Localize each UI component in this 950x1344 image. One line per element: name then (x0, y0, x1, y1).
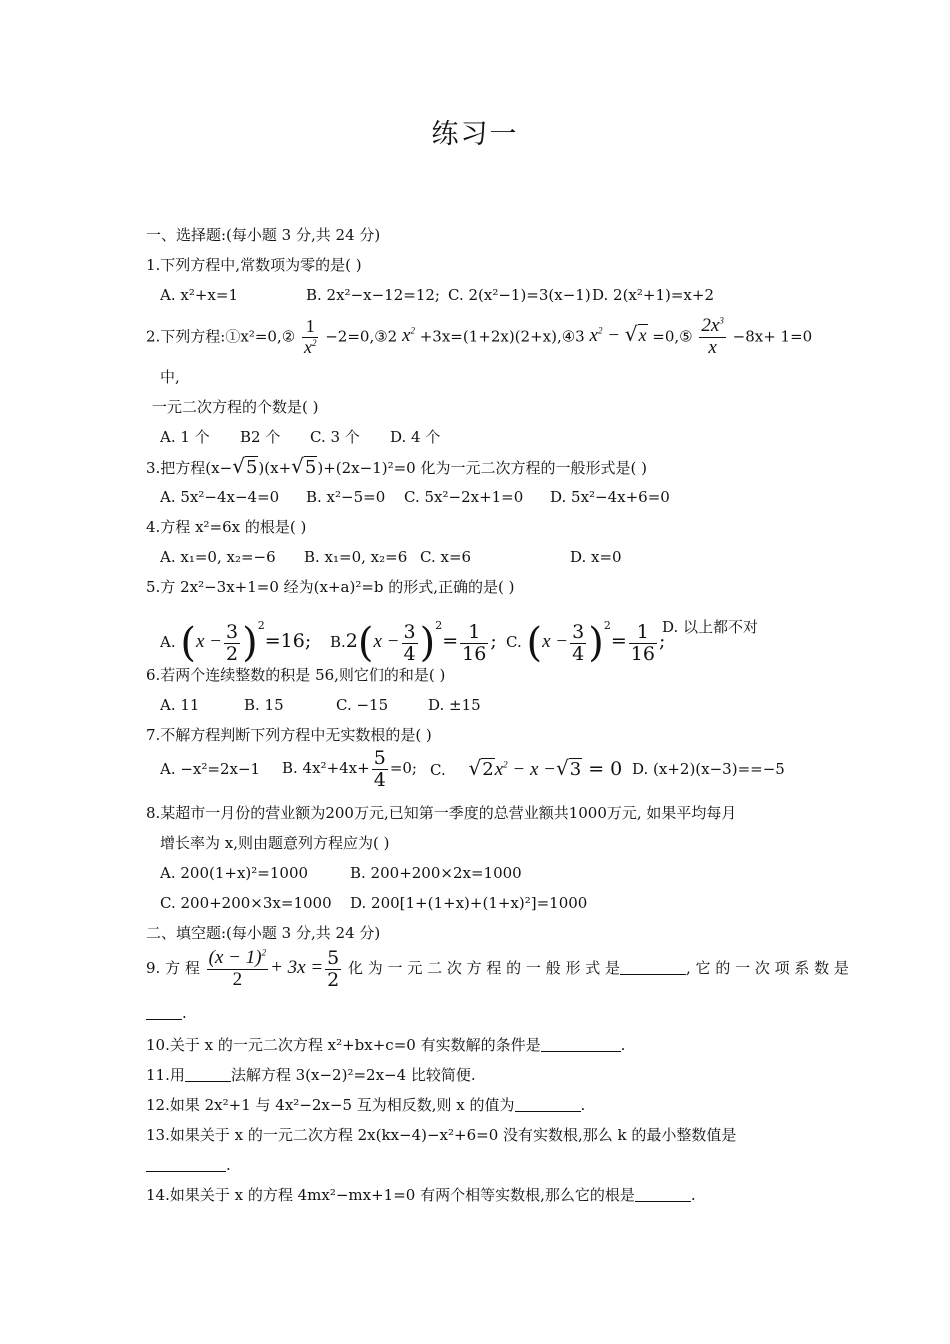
sqrt-icon: √ (555, 756, 569, 780)
q3-stem-part3: )+(2x−1)²=0 化为一元二次方程的一般形式是( ) (317, 459, 647, 477)
q7-b-post: =0; (389, 759, 417, 777)
page-title: 练习一 (431, 119, 519, 150)
q6-option-c: C. −15 (336, 696, 389, 714)
q2-option-c: C. 3 个 (310, 428, 360, 446)
q11-pre: 11.用 (146, 1066, 185, 1084)
section-heading-choice: 一、选择题:(每小题 3 分,共 24 分) (146, 226, 381, 244)
q7-option-c-label: C. (430, 761, 446, 779)
q1-stem: 1.下列方程中,常数项为零的是( ) (146, 256, 362, 274)
left-paren-icon: ( (357, 620, 374, 666)
q2-stem (146, 310, 812, 359)
q8-option-c: C. 200+200×3x=1000 (160, 894, 332, 912)
q7-option-b (282, 746, 417, 790)
q2-fraction-2x3-over-x: $\frac{2x^3}{x}$ (701, 314, 724, 358)
q14-answer-blank[interactable] (635, 1187, 691, 1202)
q10-end: . (620, 1036, 626, 1054)
q9-post2: , 它 的 一 次 项 系 数 是 (686, 959, 849, 977)
q7-option-d: D. (x+2)(x−3)==−5 (632, 760, 785, 778)
q13-cont (146, 1156, 231, 1174)
left-paren-icon: ( (180, 620, 196, 666)
q9-rhs-frac: $\frac{5}{2}$ (327, 946, 340, 991)
q5-c-square: 2 (603, 619, 611, 632)
q10-stem (146, 1036, 625, 1054)
q3-sqrt5-a: 5 (245, 457, 258, 478)
q5-b-expr: x − (373, 631, 400, 652)
q7-c-sqrt2: 2 (482, 759, 494, 780)
q5-option-d: D. 以上都不对 (662, 618, 759, 636)
q5-a-expr: x − (196, 631, 223, 652)
q2-x2-term: $x^2$ (402, 325, 415, 347)
q6-option-d: D. ±15 (428, 696, 481, 714)
q2-fraction-1-over-x2: $\frac{1}{x^2}$ (303, 316, 317, 357)
q2-x2-minus-sqrtx: $x^2 - √x$ (589, 322, 647, 347)
q14-end: . (690, 1186, 696, 1204)
sqrt-icon: √ (468, 756, 482, 780)
q2-stem-part1: 2.下列方程:①x²=0,② (146, 327, 296, 346)
sqrt-icon: √ (232, 454, 245, 478)
q5-a-square: 2 (257, 619, 265, 632)
left-paren-icon: ( (526, 620, 543, 666)
q3-option-c: C. 5x²−2x+1=0 (404, 488, 524, 506)
q9-answer-blank-2[interactable] (146, 1005, 182, 1020)
q2-stem-part2: −2=0,③2 (325, 327, 398, 346)
q5-c-frac: $\frac{3}{4}$ (572, 620, 585, 665)
q5-option-a (160, 600, 311, 668)
q5-c-rhs-frac: $\frac{1}{16}$ (630, 620, 655, 665)
q11-answer-blank[interactable] (185, 1067, 231, 1082)
q5-b-square: 2 (435, 619, 443, 632)
q6-option-a: A. 11 (160, 696, 200, 714)
right-paren-icon: ) (242, 620, 258, 666)
q2-option-b: B2 个 (240, 428, 281, 446)
q14-pre: 14.如果关于 x 的方程 4mx²−mx+1=0 有两个相等实数根,那么它的根是 (146, 1186, 635, 1204)
q5-c-semicolon: ; (658, 630, 666, 652)
q1-option-b: B. 2x²−x−12=12; (306, 286, 440, 304)
q2-stem-part5: −8x+ 1=0 (732, 327, 813, 346)
q2-stem-part3: +3x=(1+2x)(2+x),④3 (419, 327, 585, 346)
q3-option-b: B. x²−5=0 (306, 488, 386, 506)
q8-option-d: D. 200[1+(1+x)+(1+x)²]=1000 (350, 894, 588, 912)
q7-b-frac: $\frac{5}{4}$ (373, 746, 386, 791)
q1-option-a: A. x²+x=1 (160, 286, 238, 304)
q13-answer-blank[interactable] (146, 1157, 226, 1172)
sqrt-icon: √ (291, 454, 304, 478)
q7-b-pre: B. 4x²+4x+ (282, 759, 370, 777)
q9-stem (146, 946, 849, 990)
q5-c-eq: = (610, 630, 627, 652)
q5-a-frac: $\frac{3}{2}$ (226, 620, 239, 665)
q11-post: 法解方程 3(x−2)²=2x−4 比较简便. (230, 1066, 476, 1084)
q9-answer-blank-1[interactable] (620, 960, 686, 975)
q5-b-semicolon: ; (490, 630, 497, 652)
q4-option-a: A. x₁=0, x₂=−6 (160, 548, 276, 566)
q7-option-a: A. −x²=2x−1 (160, 760, 261, 778)
q5-c-expr: x − (542, 631, 569, 652)
q2-option-d: D. 4 个 (390, 428, 441, 446)
q9-lhs-frac: $\frac{(x - 1)^2}{2}$ (208, 946, 267, 990)
q1-option-c: C. 2(x²−1)=3(x−1) (448, 286, 591, 304)
q3-stem-part2: )(x+ (258, 459, 292, 477)
q10-pre: 10.关于 x 的一元二次方程 x²+bx+c=0 有实数解的条件是 (146, 1036, 541, 1054)
q9-pre: 9. 方 程 (146, 959, 200, 977)
q9-post: 化 为 一 元 二 次 方 程 的 一 般 形 式 是 (348, 959, 621, 977)
q12-pre: 12.如果 2x²+1 与 4x²−2x−5 互为相反数,则 x 的值为 (146, 1096, 515, 1114)
q9-cont (146, 1004, 187, 1022)
q5-b-rhs-frac: $\frac{1}{16}$ (462, 620, 487, 665)
q4-option-d: D. x=0 (570, 548, 622, 566)
q9-end: . (182, 1004, 187, 1022)
q11-stem (146, 1066, 476, 1084)
q4-stem: 4.方程 x²=6x 的根是( ) (146, 518, 307, 536)
q5-stem: 5.方 2x²−3x+1=0 经为(x+a)²=b 的形式,正确的是( ) (146, 578, 515, 596)
q3-stem (146, 454, 647, 479)
q8-option-a: A. 200(1+x)²=1000 (160, 864, 309, 882)
q3-sqrt5-b: 5 (304, 457, 317, 478)
q5-b-coefficient: 2 (345, 630, 358, 652)
q12-answer-blank[interactable] (515, 1097, 581, 1112)
q4-option-b: B. x₁=0, x₂=6 (304, 548, 408, 566)
q7-c-sqrt3: 3 (569, 759, 582, 780)
q6-option-b: B. 15 (244, 696, 284, 714)
q4-option-c: C. x=6 (420, 548, 472, 566)
q2-option-a: A. 1 个 (160, 428, 210, 446)
q7-c-expr: $x^2 - x$ − (494, 759, 556, 780)
q5-option-c (506, 600, 665, 668)
q7-stem: 7.不解方程判断下列方程中无实数根的是( ) (146, 726, 432, 744)
q2-stem-cont: 中, (160, 368, 180, 386)
q5-option-c-label: C. (506, 633, 522, 651)
q7-c-rhs: = 0 (582, 758, 623, 780)
q9-plus-3x: + 3x = (270, 957, 324, 978)
right-paren-icon: ) (419, 620, 436, 666)
q8-option-b: B. 200+200×2x=1000 (350, 864, 522, 882)
q2-stem-line2: 一元二次方程的个数是( ) (152, 398, 319, 416)
q12-stem (146, 1096, 585, 1114)
q10-answer-blank[interactable] (541, 1037, 621, 1052)
q5-b-eq: = (442, 630, 459, 652)
q12-end: . (580, 1096, 586, 1114)
q5-option-b (330, 600, 497, 668)
q5-option-b-label: B. (330, 633, 346, 651)
q3-stem-part1: 3.把方程(x− (146, 459, 233, 477)
section-heading-fill: 二、填空题:(每小题 3 分,共 24 分) (146, 924, 381, 942)
q5-option-a-label: A. (160, 633, 176, 651)
q13-end: . (226, 1156, 231, 1174)
q3-option-d: D. 5x²−4x+6=0 (550, 488, 670, 506)
q14-stem (146, 1186, 696, 1204)
q8-stem-line1: 8.某超市一月份的营业额为200万元,已知第一季度的总营业额共1000万元, 如果平均每月 (146, 804, 737, 822)
q13-stem: 13.如果关于 x 的一元二次方程 2x(kx−4)−x²+6=0 没有实数根,那么 k 的最小整数值是 (146, 1126, 737, 1144)
q8-stem-line2: 增长率为 x,则由题意列方程应为( ) (160, 834, 390, 852)
q1-option-d: D. 2(x²+1)=x+2 (592, 286, 714, 304)
q7-option-c (430, 756, 622, 782)
q5-b-frac: $\frac{3}{4}$ (403, 620, 416, 665)
q6-stem: 6.若两个连续整数的积是 56,则它们的和是( ) (146, 666, 446, 684)
q5-a-rhs: =16; (264, 630, 312, 652)
right-paren-icon: ) (588, 620, 604, 666)
q2-stem-part4: =0,⑤ (652, 327, 693, 346)
q3-option-a: A. 5x²−4x−4=0 (160, 488, 280, 506)
